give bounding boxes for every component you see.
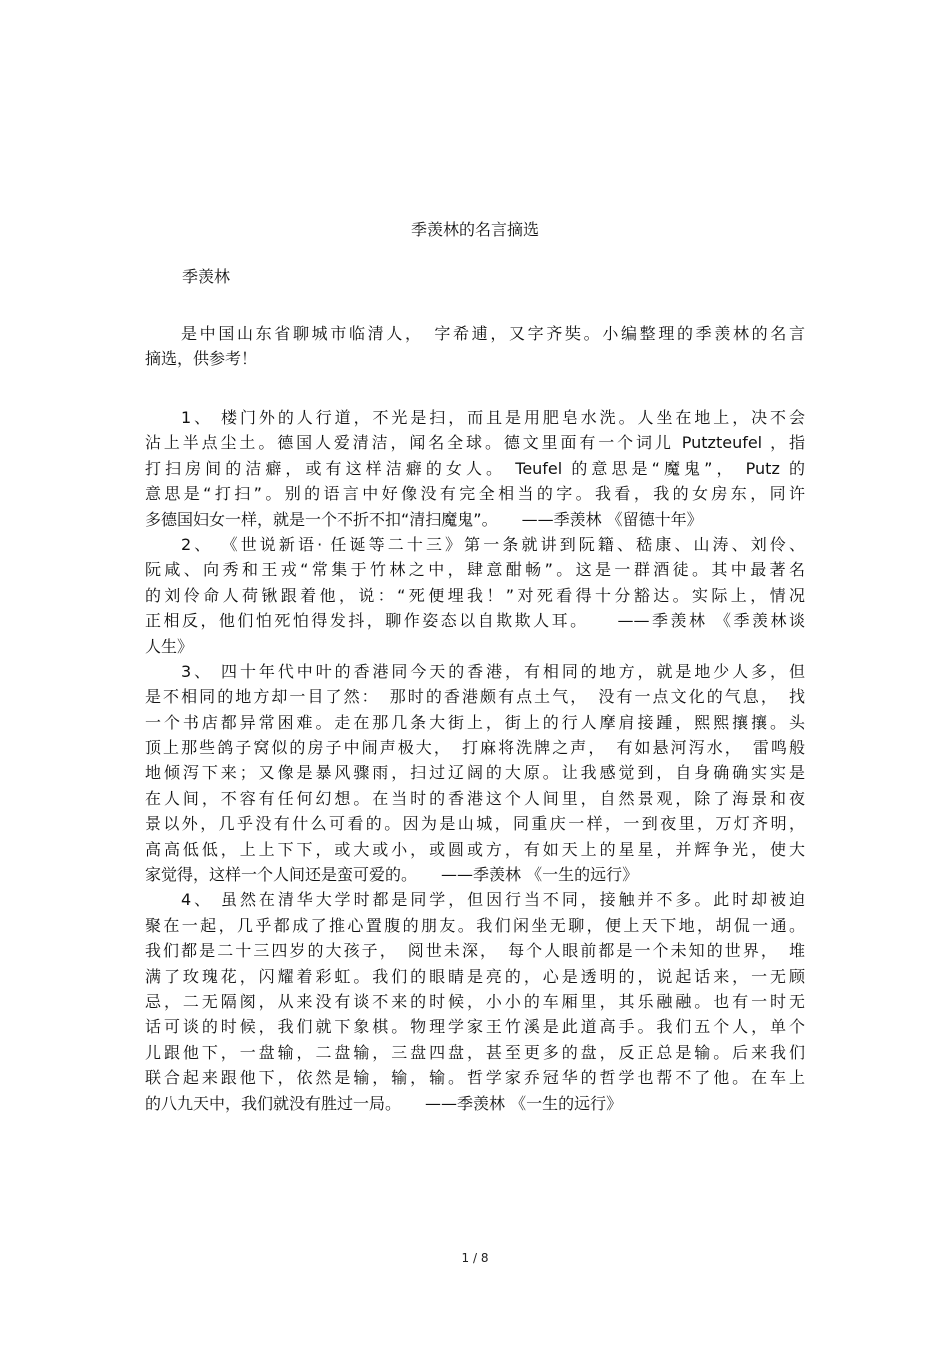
quote-line: 4、 虽然在清华大学时都是同学，但因行当不同，接触并不多。此时却被迫 bbox=[181, 890, 805, 910]
quote-line: 的八九天中，我们就没有胜过一局。 ——季羡林 《一生的远行》 bbox=[145, 1093, 623, 1113]
quote-line: 沾上半点尘土。德国人爱清洁，闻名全球。德文里面有一个词儿 Putzteufel ，指 bbox=[145, 433, 805, 453]
quote-line: 的刘伶命人荷锹跟着他，说：“死便埋我！”对死看得十分豁达。实际上，情况 bbox=[145, 585, 805, 605]
quote-paragraph bbox=[145, 887, 805, 1116]
quote-line: 儿跟他下，一盘输，二盘输，三盘四盘，甚至更多的盘，反正总是输。后来我们 bbox=[145, 1042, 805, 1062]
quote-line: 景以外，几乎没有什么可看的。因为是山城，同重庆一样，一到夜里，万灯齐明， bbox=[145, 814, 805, 834]
quote-line: 一个书店都异常困难。走在那几条大街上，街上的行人摩肩接踵，熙熙攘攘。头 bbox=[145, 712, 805, 732]
quote-line: 顶上那些鸽子窝似的房子中闹声极大， 打麻将洗牌之声， 有如悬河泻水， 雷鸣般 bbox=[145, 738, 805, 758]
quote-line: 1、 楼门外的人行道，不光是扫，而且是用肥皂水洗。人坐在地上，决不会 bbox=[181, 408, 805, 427]
quote-line: 阮咸、向秀和王戎“常集于竹林之中，肆意酣畅”。这是一群酒徒。其中最著名 bbox=[145, 560, 805, 580]
quote-line: 话可谈的时候，我们就下象棋。物理学家王竹溪是此道高手。我们五个人，单个 bbox=[145, 1017, 805, 1037]
quote-paragraph bbox=[145, 405, 805, 532]
page-title: 季羡林的名言摘选 bbox=[410, 220, 539, 239]
intro-line: 摘选，供参考！ bbox=[145, 349, 258, 369]
author-name: 季羡林 bbox=[182, 267, 231, 286]
intro-line: 是中国山东省聊城市临清人， 字希逋，又字齐奘。小编整理的季羡林的名言 bbox=[181, 324, 805, 343]
quote-line: 在人间，不容有任何幻想。在当时的香港这个人间里，自然景观，除了海景和夜 bbox=[145, 788, 805, 808]
quote-line: 2、 《世说新语· 任诞等二十三》第一条就讲到阮籍、嵇康、山涛、刘伶、 bbox=[181, 534, 805, 554]
quote-paragraph bbox=[145, 659, 805, 888]
quote-line: 正相反，他们怕死怕得发抖，聊作姿态以自欺欺人耳。 ——季羡林 《季羡林谈 bbox=[145, 611, 805, 631]
quote-line: 是不相同的地方却一目了然： 那时的香港颇有点土气， 没有一点文化的气息， 找 bbox=[145, 687, 805, 707]
quote-line: 忌，二无隔阂，从来没有谈不来的时候，小小的车厢里，其乐融融。也有一时无 bbox=[145, 991, 805, 1011]
page-number: 1 / 8 bbox=[461, 1251, 489, 1265]
intro-paragraph bbox=[145, 321, 805, 372]
quote-line: 满了玫瑰花，闪耀着彩虹。我们的眼睛是亮的，心是透明的，说起话来，一无顾 bbox=[145, 966, 805, 986]
quote-paragraph bbox=[145, 532, 805, 659]
quote-line: 3、 四十年代中叶的香港同今天的香港，有相同的地方，就是地少人多，但 bbox=[181, 661, 805, 681]
quote-line: 高高低低，上上下下，或大或小，或圆或方，有如天上的星星，并辉争光，使大 bbox=[145, 839, 805, 859]
quote-line: 打扫房间的洁癖，或有这样洁癖的女人。 Teufel 的意思是“魔鬼”， Putz 的 bbox=[145, 458, 805, 478]
quote-line: 联合起来跟他下，依然是输，输，输。哲学家乔冠华的哲学也帮不了他。在车上 bbox=[145, 1068, 805, 1088]
quote-line: 我们都是二十三四岁的大孩子， 阅世未深， 每个人眼前都是一个未知的世界， 堆 bbox=[145, 941, 805, 961]
quote-line: 人生》 bbox=[145, 636, 194, 656]
quote-line: 意思是“打扫”。别的语言中好像没有完全相当的字。我看，我的女房东，同许 bbox=[145, 484, 805, 504]
quote-list bbox=[145, 405, 805, 1116]
quote-line: 聚在一起，几乎都成了推心置腹的朋友。我们闲坐无聊，便上天下地，胡侃一通。 bbox=[145, 915, 805, 935]
quote-line: 地倾泻下来；又像是暴风骤雨，扫过辽阔的大原。让我感觉到，自身确确实实是 bbox=[145, 763, 805, 783]
quote-line: 家觉得，这样一个人间还是蛮可爱的。 ——季羡林 《一生的远行》 bbox=[145, 865, 639, 885]
quote-line: 多德国妇女一样，就是一个不折不扣“清扫魔鬼”。 ——季羡林 《留德十年》 bbox=[145, 509, 703, 529]
